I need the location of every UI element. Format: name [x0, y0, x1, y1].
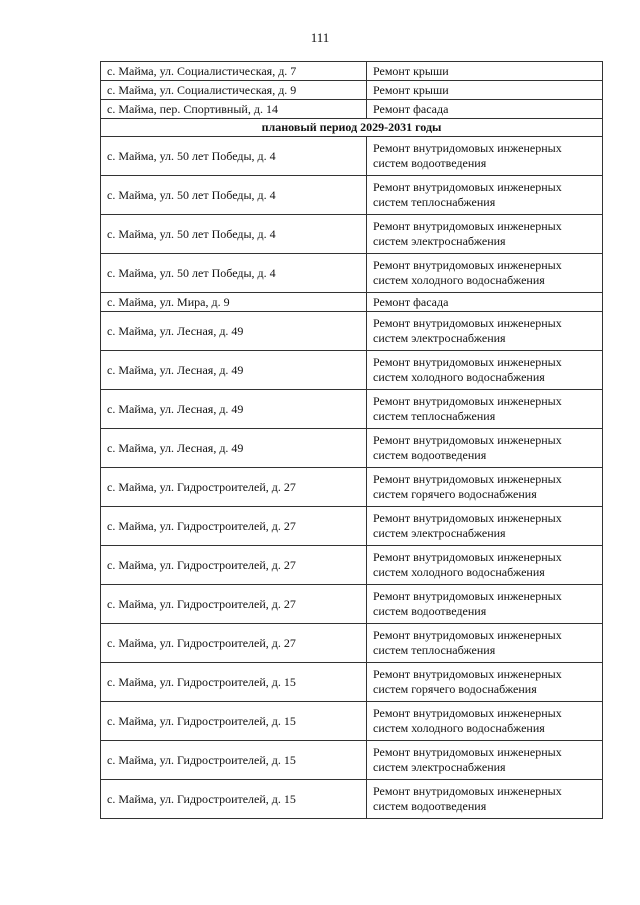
- address-cell: с. Майма, ул. Мира, д. 9: [101, 293, 367, 312]
- address-cell: с. Майма, ул. Гидростроителей, д. 27: [101, 468, 367, 507]
- address-cell: с. Майма, ул. Гидростроителей, д. 15: [101, 702, 367, 741]
- table-row: [101, 100, 603, 119]
- address-cell: с. Майма, ул. Социалистическая, д. 9: [101, 81, 367, 100]
- table-row: [101, 546, 603, 585]
- address-cell: с. Майма, ул. Гидростроителей, д. 15: [101, 741, 367, 780]
- work-type-cell: Ремонт внутридомовых инженерных систем теплоснабжения: [367, 390, 603, 429]
- table-row: [101, 780, 603, 819]
- table-row: [101, 215, 603, 254]
- table-row: [101, 585, 603, 624]
- address-cell: с. Майма, ул. Гидростроителей, д. 27: [101, 507, 367, 546]
- work-type-cell: Ремонт фасада: [367, 293, 603, 312]
- work-type-cell: Ремонт внутридомовых инженерных систем электроснабжения: [367, 507, 603, 546]
- work-type-cell: Ремонт внутридомовых инженерных систем электроснабжения: [367, 312, 603, 351]
- address-cell: с. Майма, ул. Лесная, д. 49: [101, 351, 367, 390]
- work-type-cell: Ремонт внутридомовых инженерных систем водоотведения: [367, 137, 603, 176]
- address-cell: с. Майма, ул. Гидростроителей, д. 15: [101, 663, 367, 702]
- work-type-cell: Ремонт внутридомовых инженерных систем холодного водоснабжения: [367, 254, 603, 293]
- table-row: [101, 137, 603, 176]
- work-type-cell: Ремонт внутридомовых инженерных систем горячего водоснабжения: [367, 468, 603, 507]
- work-type-cell: Ремонт фасада: [367, 100, 603, 119]
- work-type-cell: Ремонт внутридомовых инженерных систем водоотведения: [367, 780, 603, 819]
- table-row: [101, 507, 603, 546]
- section-title: плановый период 2029-2031 годы: [101, 119, 603, 137]
- work-type-cell: Ремонт внутридомовых инженерных систем горячего водоснабжения: [367, 663, 603, 702]
- table-row: [101, 293, 603, 312]
- address-cell: с. Майма, ул. Гидростроителей, д. 27: [101, 546, 367, 585]
- address-cell: с. Майма, пер. Спортивный, д. 14: [101, 100, 367, 119]
- table-row: [101, 390, 603, 429]
- table-row: [101, 254, 603, 293]
- table-body: [101, 62, 603, 819]
- address-cell: с. Майма, ул. Гидростроителей, д. 27: [101, 585, 367, 624]
- table-row: [101, 312, 603, 351]
- work-type-cell: Ремонт внутридомовых инженерных систем водоотведения: [367, 585, 603, 624]
- table-row: [101, 62, 603, 81]
- table-row: [101, 702, 603, 741]
- work-type-cell: Ремонт внутридомовых инженерных систем холодного водоснабжения: [367, 546, 603, 585]
- address-cell: с. Майма, ул. Гидростроителей, д. 15: [101, 780, 367, 819]
- work-type-cell: Ремонт внутридомовых инженерных систем теплоснабжения: [367, 176, 603, 215]
- work-type-cell: Ремонт внутридомовых инженерных систем водоотведения: [367, 429, 603, 468]
- address-cell: с. Майма, ул. Социалистическая, д. 7: [101, 62, 367, 81]
- work-type-cell: Ремонт крыши: [367, 81, 603, 100]
- address-cell: с. Майма, ул. 50 лет Победы, д. 4: [101, 176, 367, 215]
- table-row: [101, 468, 603, 507]
- address-cell: с. Майма, ул. Лесная, д. 49: [101, 312, 367, 351]
- page-number: 111: [310, 30, 330, 45]
- table-row: [101, 429, 603, 468]
- work-type-cell: Ремонт внутридомовых инженерных систем электроснабжения: [367, 215, 603, 254]
- table-row: [101, 663, 603, 702]
- work-type-cell: Ремонт внутридомовых инженерных систем холодного водоснабжения: [367, 702, 603, 741]
- address-cell: с. Майма, ул. 50 лет Победы, д. 4: [101, 254, 367, 293]
- address-cell: с. Майма, ул. Лесная, д. 49: [101, 429, 367, 468]
- work-type-cell: Ремонт внутридомовых инженерных систем электроснабжения: [367, 741, 603, 780]
- repair-schedule-table: [100, 61, 603, 819]
- address-cell: с. Майма, ул. 50 лет Победы, д. 4: [101, 137, 367, 176]
- address-cell: с. Майма, ул. 50 лет Победы, д. 4: [101, 215, 367, 254]
- work-type-cell: Ремонт крыши: [367, 62, 603, 81]
- section-header-row: [101, 119, 603, 137]
- work-type-cell: Ремонт внутридомовых инженерных систем теплоснабжения: [367, 624, 603, 663]
- table-row: [101, 351, 603, 390]
- table-row: [101, 624, 603, 663]
- table-row: [101, 176, 603, 215]
- address-cell: с. Майма, ул. Гидростроителей, д. 27: [101, 624, 367, 663]
- address-cell: с. Майма, ул. Лесная, д. 49: [101, 390, 367, 429]
- table-row: [101, 81, 603, 100]
- work-type-cell: Ремонт внутридомовых инженерных систем холодного водоснабжения: [367, 351, 603, 390]
- table-row: [101, 741, 603, 780]
